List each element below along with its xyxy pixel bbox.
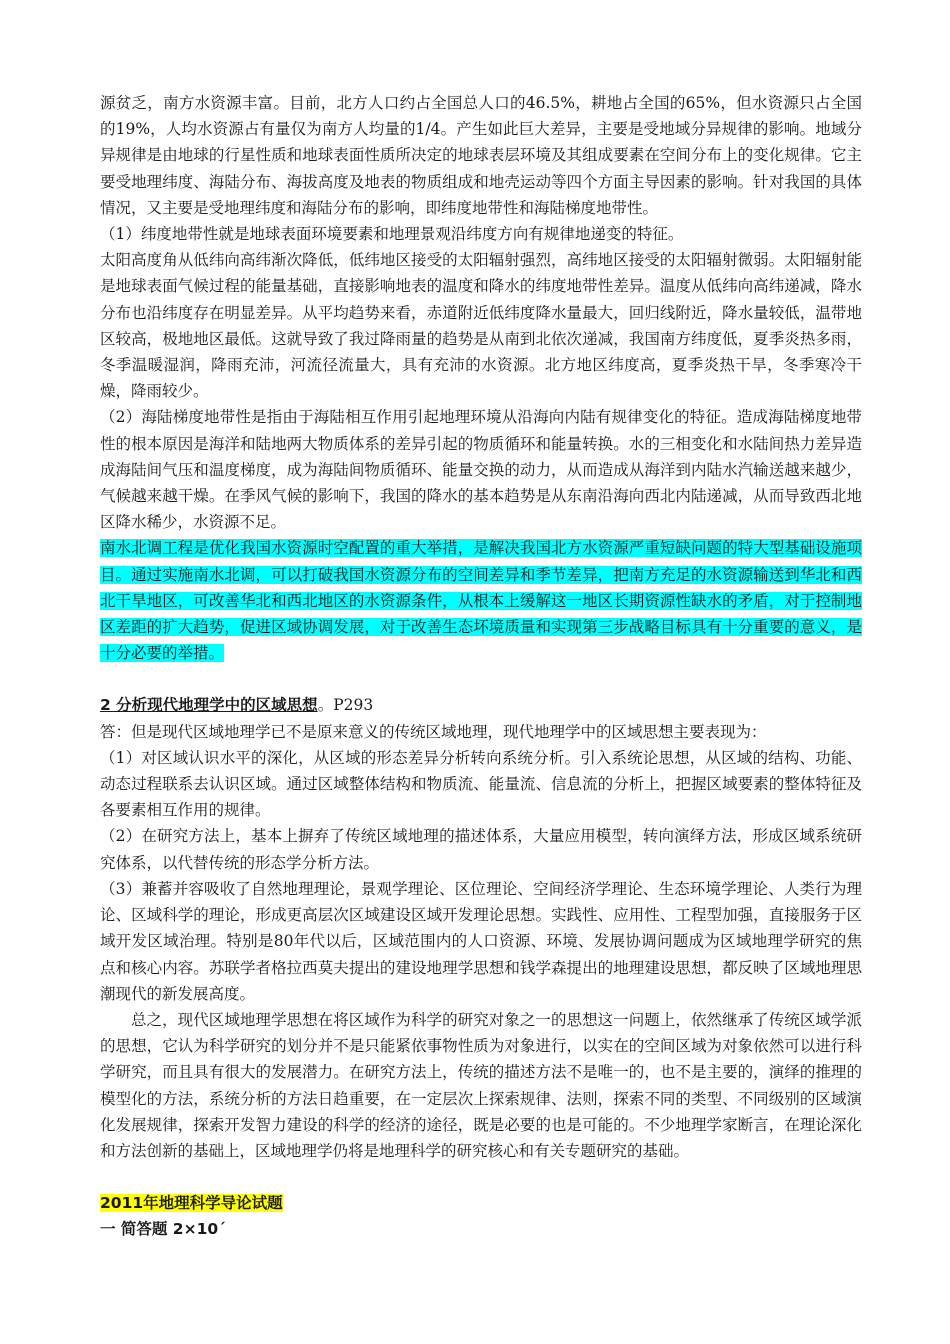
body-paragraph: 总之，现代区域地理学思想在将区域作为科学的研究对象之一的思想这一问题上，依然继承了传统区域学派的思想，它认为科学研究的划分并不是只能紧依事物性质为对象进行，以实在的空间区域为对象依然可以进行科学研究，而且具有很大的发展潜力。在研究方法上，传统的描述方法不是唯一的，也不是主要的，演绎的推理的模型化的方法，系统分析的方法日趋重要，在一定层次上探索规律、法则，探索不同的类型、不同级别的区域演化发展规律，探索开发智力建设的科学的经济的途径，既是必要的也是可能的。不少地理学家断言，在理论深化和方法创新的基础上，区域地理学仍将是地理科学的研究核心和有关专题研究的基础。 <box>100 1010 862 1160</box>
page-reference: 。P293 <box>317 696 374 715</box>
document-page <box>100 90 862 1243</box>
body-paragraph: 太阳高度角从低纬向高纬渐次降低，低纬地区接受的太阳辐射强烈，高纬地区接受的太阳辐射微弱。太阳辐射能是地球表面气候过程的能量基础，直接影响地表的温度和降水的纬度地带性差异。温度从低纬向高纬递减，降水分布也沿纬度存在明显差异。从平均趋势来看，赤道附近低纬度降水量最大，回归线附近，降水量较低，温带地区较高，极地地区最低。这就导致了我过降雨量的趋势是从南到北依次递减，我国南方纬度低，夏季炎热多雨，冬季温暖湿润，降雨充沛，河流径流量大，具有充沛的水资源。北方地区纬度高，夏季炎热干旱，冬季寒冷干燥，降雨较少。 <box>100 251 862 401</box>
body-paragraph: 源贫乏，南方水资源丰富。目前，北方人口约占全国总人口的46.5%，耕地占全国的65%，但水资源只占全国的19%，人均水资源占有量仅为南方人均量的1/4。产生如此巨大差异，主要是受地域分异规律的影响。地域分异规律是由地球的行星性质和地球表面性质所决定的地球表层环境及其组成要素在空间分布上的变化规律。它主要受地理纬度、海陆分布、海拔高度及地表的物质组成和地壳运动等四个方面主导因素的影响。针对我国的具体情况，又主要是受地理纬度和海陆分布的影响，即纬度地带性和海陆梯度地带性。 <box>100 94 862 217</box>
exam-title-line <box>100 1190 862 1216</box>
question-heading-line <box>100 692 862 718</box>
body-paragraph: （1）对区域认识水平的深化，从区域的形态差异分析转向系统分析。引入系统论思想，从区域的结构、功能、动态过程联系去认识区域。通过区域整体结构和物质流、能量流、信息流的分析上，把握区域要素的整体特征及各要素相互作用的规律。 <box>100 748 862 820</box>
body-paragraph: （2）在研究方法上，基本上摒弃了传统区域地理的描述体系，大量应用模型，转向演绎方法，形成区域系统研究体系，以代替传统的形态学分析方法。 <box>100 827 862 872</box>
question-heading: 2 分析现代地理学中的区域思想 <box>100 696 318 715</box>
body-paragraph: （2）海陆梯度地带性是指由于海陆相互作用引起地理环境从沿海向内陆有规律变化的特征。造成海陆梯度地带性的根本原因是海洋和陆地两大物质体系的差异引起的物质循环和能量转换。水的三相变化和水陆间热力差异造成海陆间气压和温度梯度，成为海陆间物质循环、能量交换的动力，从而造成从海洋到内陆水汽输送越来越少，气候越来越干燥。在季风气候的影响下，我国的降水的基本趋势是从东南沿海向西北内陆递减，从而导致西北地区降水稀少，水资源不足。 <box>100 408 862 532</box>
highlighted-text: 南水北调工程是优化我国水资源时空配置的重大举措，是解决我国北方水资源严重短缺问题的特大型基础设施项目。通过实施南水北调，可以打破我国水资源分布的空间差异和季节差异，把南方充足的水资源输送到华北和西北干旱地区，可改善华北和西北地区的水资源条件，从根本上缓解这一地区长期资源性缺水的矛盾，对于控制地区差距的扩大趋势，促进区域协调发展，对于改善生态坏境质量和实现第三步战略目标具有十分重要的意义，是十分必要的举措。 <box>100 539 862 663</box>
exam-title: 2011年地理科学导论试题 <box>100 1194 283 1213</box>
body-paragraph: 答：但是现代区域地理学已不是原来意义的传统区域地理，现代地理学中的区域思想主要表现为： <box>100 722 767 741</box>
spacer <box>100 666 862 692</box>
highlighted-paragraph <box>100 535 862 666</box>
body-paragraph: （1）纬度地带性就是地球表面环境要素和地理景观沿纬度方向有规律地递变的特征。 <box>100 225 684 244</box>
spacer <box>100 1164 862 1190</box>
section-subtitle: 一 简答题 2×10´ <box>100 1220 226 1239</box>
body-paragraph: （3）兼蓄并容吸收了自然地理理论，景观学理论、区位理论、空间经济学理论、生态环境学理论、人类行为理论、区域科学的理论，形成更高层次区域建设区域开发理论思想。实践性、应用性、工程型加强，直接服务于区域开发区域治理。特别是80年代以后，区域范围内的人口资源、环境、发展协调问题成为区域地理学研究的焦点和核心内容。苏联学者格拉西莫夫提出的建设地理学思想和钱学森提出的地理建设思想，都反映了区域地理思潮现代的新发展高度。 <box>100 879 862 1003</box>
